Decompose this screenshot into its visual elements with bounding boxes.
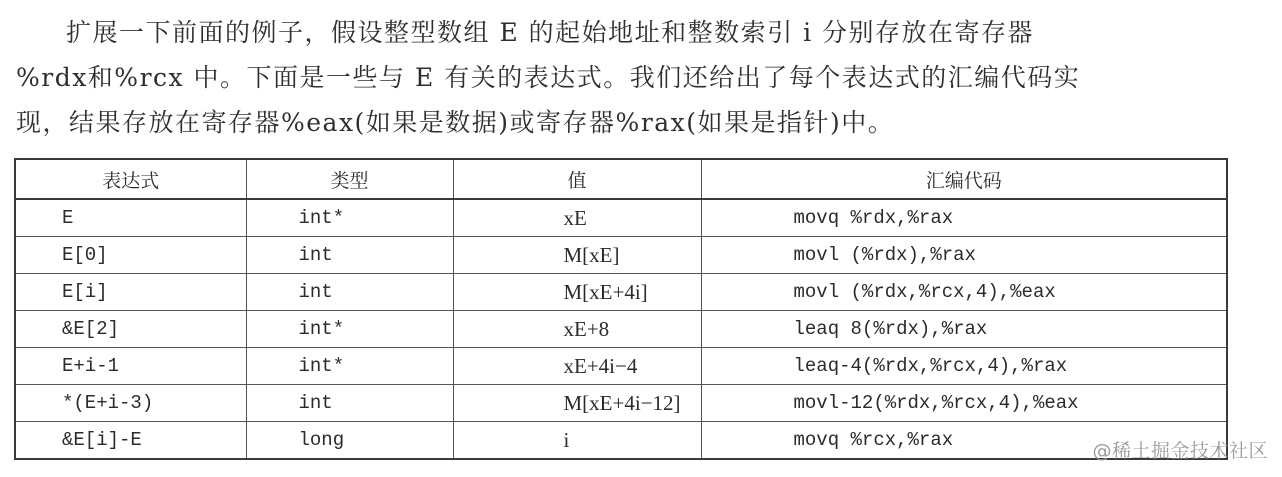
cell-value: xE+8: [453, 311, 701, 348]
cell-value: M[xE+4i−12]: [453, 385, 701, 422]
cell-expression: E: [15, 199, 246, 237]
cell-value: xE+4i−4: [453, 348, 701, 385]
cell-assembly: leaq-4(%rdx,%rcx,4),%rax: [701, 348, 1227, 385]
cell-expression: *(E+i-3): [15, 385, 246, 422]
table-row: [15, 311, 1227, 348]
header-expression: 表达式: [15, 159, 246, 199]
cell-type: int*: [246, 311, 453, 348]
cell-type: int*: [246, 199, 453, 237]
table-row: [15, 237, 1227, 274]
cell-type: int: [246, 237, 453, 274]
cell-expression: E[0]: [15, 237, 246, 274]
cell-value: xE: [453, 199, 701, 237]
cell-assembly: leaq 8(%rdx),%rax: [701, 311, 1227, 348]
cell-type: int: [246, 274, 453, 311]
table-row: [15, 385, 1227, 422]
intro-paragraph: [16, 10, 1256, 145]
cell-value: M[xE]: [453, 237, 701, 274]
cell-expression: E[i]: [15, 274, 246, 311]
cell-type: long: [246, 422, 453, 460]
cell-expression: &E[2]: [15, 311, 246, 348]
cell-expression: E+i-1: [15, 348, 246, 385]
paragraph-line-1: 扩展一下前面的例子，假设整型数组 E 的起始地址和整数索引 i 分别存放在寄存器: [66, 18, 1035, 47]
cell-assembly: movq %rdx,%rax: [701, 199, 1227, 237]
expression-table: [14, 158, 1228, 460]
table-row: [15, 199, 1227, 237]
cell-assembly: movl (%rdx,%rcx,4),%eax: [701, 274, 1227, 311]
cell-type: int: [246, 385, 453, 422]
table-row: [15, 348, 1227, 385]
cell-value: i: [453, 422, 701, 460]
cell-assembly: movl (%rdx),%rax: [701, 237, 1227, 274]
cell-assembly: movl-12(%rdx,%rcx,4),%eax: [701, 385, 1227, 422]
cell-type: int*: [246, 348, 453, 385]
cell-expression: &E[i]-E: [15, 422, 246, 460]
header-type: 类型: [246, 159, 453, 199]
paragraph-line-2: %rdx和%rcx 中。下面是一些与 E 有关的表达式。我们还给出了每个表达式的汇编代码实: [16, 63, 1081, 92]
site-watermark: @稀土掘金技术社区: [1092, 440, 1268, 462]
cell-value: M[xE+4i]: [453, 274, 701, 311]
table-body: [15, 199, 1227, 459]
header-value: 值: [453, 159, 701, 199]
paragraph-line-3: 现，结果存放在寄存器%eax(如果是数据)或寄存器%rax(如果是指针)中。: [16, 108, 895, 137]
table-row: [15, 274, 1227, 311]
table-row: [15, 422, 1227, 460]
cell-assembly: movq %rcx,%rax: [701, 422, 1227, 460]
header-assembly: 汇编代码: [701, 159, 1227, 199]
table-header-row: [15, 159, 1227, 199]
